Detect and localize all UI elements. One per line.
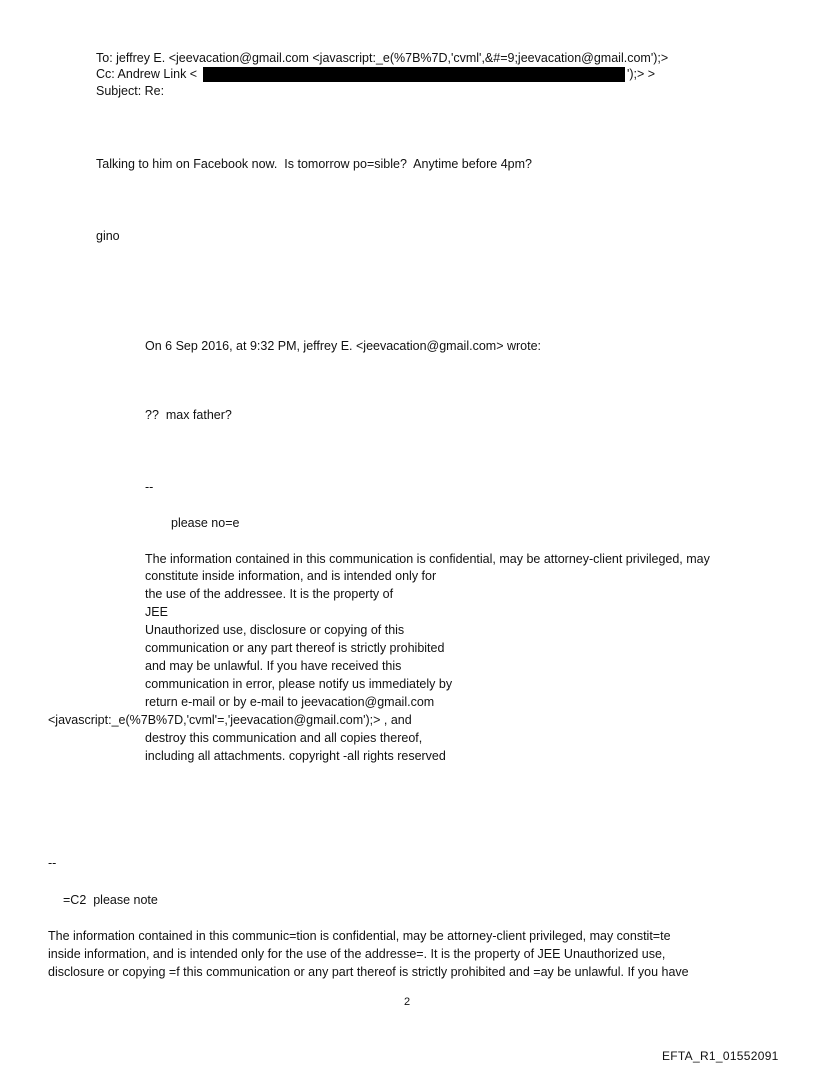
quoted-please-note: please no=e <box>171 516 240 530</box>
disclaimer-line: the use of the addressee. It is the property of <box>145 587 394 601</box>
quoted-separator: -- <box>145 480 154 494</box>
redaction-bar <box>203 67 625 82</box>
message-body: Talking to him on Facebook now. Is tomorrow po=sible? Anytime before 4pm? <box>96 157 532 171</box>
quote-attribution: On 6 Sep 2016, at 9:32 PM, jeffrey E. <jeevacation@gmail.com> wrote: <box>145 339 542 353</box>
subject-line: Subject: Re: <box>96 84 165 98</box>
disclaimer-line: communication or any part thereof is strictly prohibited <box>145 641 445 655</box>
disclaimer-line: return e-mail or by e-mail to jeevacation@gmail.com <box>145 695 435 709</box>
disclaimer-line: communication in error, please notify us immediately by <box>145 677 453 691</box>
disclaimer-line: The information contained in this communication is confidential, may be attorney-client privileged, may <box>145 552 710 566</box>
footer-disclaimer-line: disclosure or copying =f this communication or any part thereof is strictly prohibited and =ay be unlawful. If you have <box>48 965 689 979</box>
footer-please-note: =C2 please note <box>63 893 158 907</box>
to-line: To: jeffrey E. <jeevacation@gmail.com <javascript:_e(%7B%7D,'cvml',&#=9;jeevacation@gmail.com');> <box>96 51 669 65</box>
signature: gino <box>96 229 120 243</box>
disclaimer-line: constitute inside information, and is intended only for <box>145 569 437 583</box>
quoted-question: ?? max father? <box>145 408 232 422</box>
footer-separator: -- <box>48 856 57 870</box>
disclaimer-line: including all attachments. copyright -all rights reserved <box>145 749 446 763</box>
javascript-link-line: <javascript:_e(%7B%7D,'cvml'=,'jeevacation@gmail.com');> , and <box>48 713 412 727</box>
footer-disclaimer-line: The information contained in this communic=tion is confidential, may be attorney-client privileged, may constit=te <box>48 929 671 943</box>
disclaimer-line: JEE <box>145 605 168 619</box>
cc-line-suffix: ');> > <box>627 67 656 81</box>
disclaimer-line: destroy this communication and all copies thereof, <box>145 731 423 745</box>
footer-disclaimer-line: inside information, and is intended only for the use of the addresse=. It is the property of JEE Unauthorized use, <box>48 947 666 961</box>
page-number: 2 <box>404 996 411 1008</box>
disclaimer-line: Unauthorized use, disclosure or copying of this <box>145 623 405 637</box>
document-id: EFTA_R1_01552091 <box>662 1049 779 1063</box>
disclaimer-line: and may be unlawful. If you have received this <box>145 659 402 673</box>
cc-line-prefix: Cc: Andrew Link < <box>96 67 198 81</box>
